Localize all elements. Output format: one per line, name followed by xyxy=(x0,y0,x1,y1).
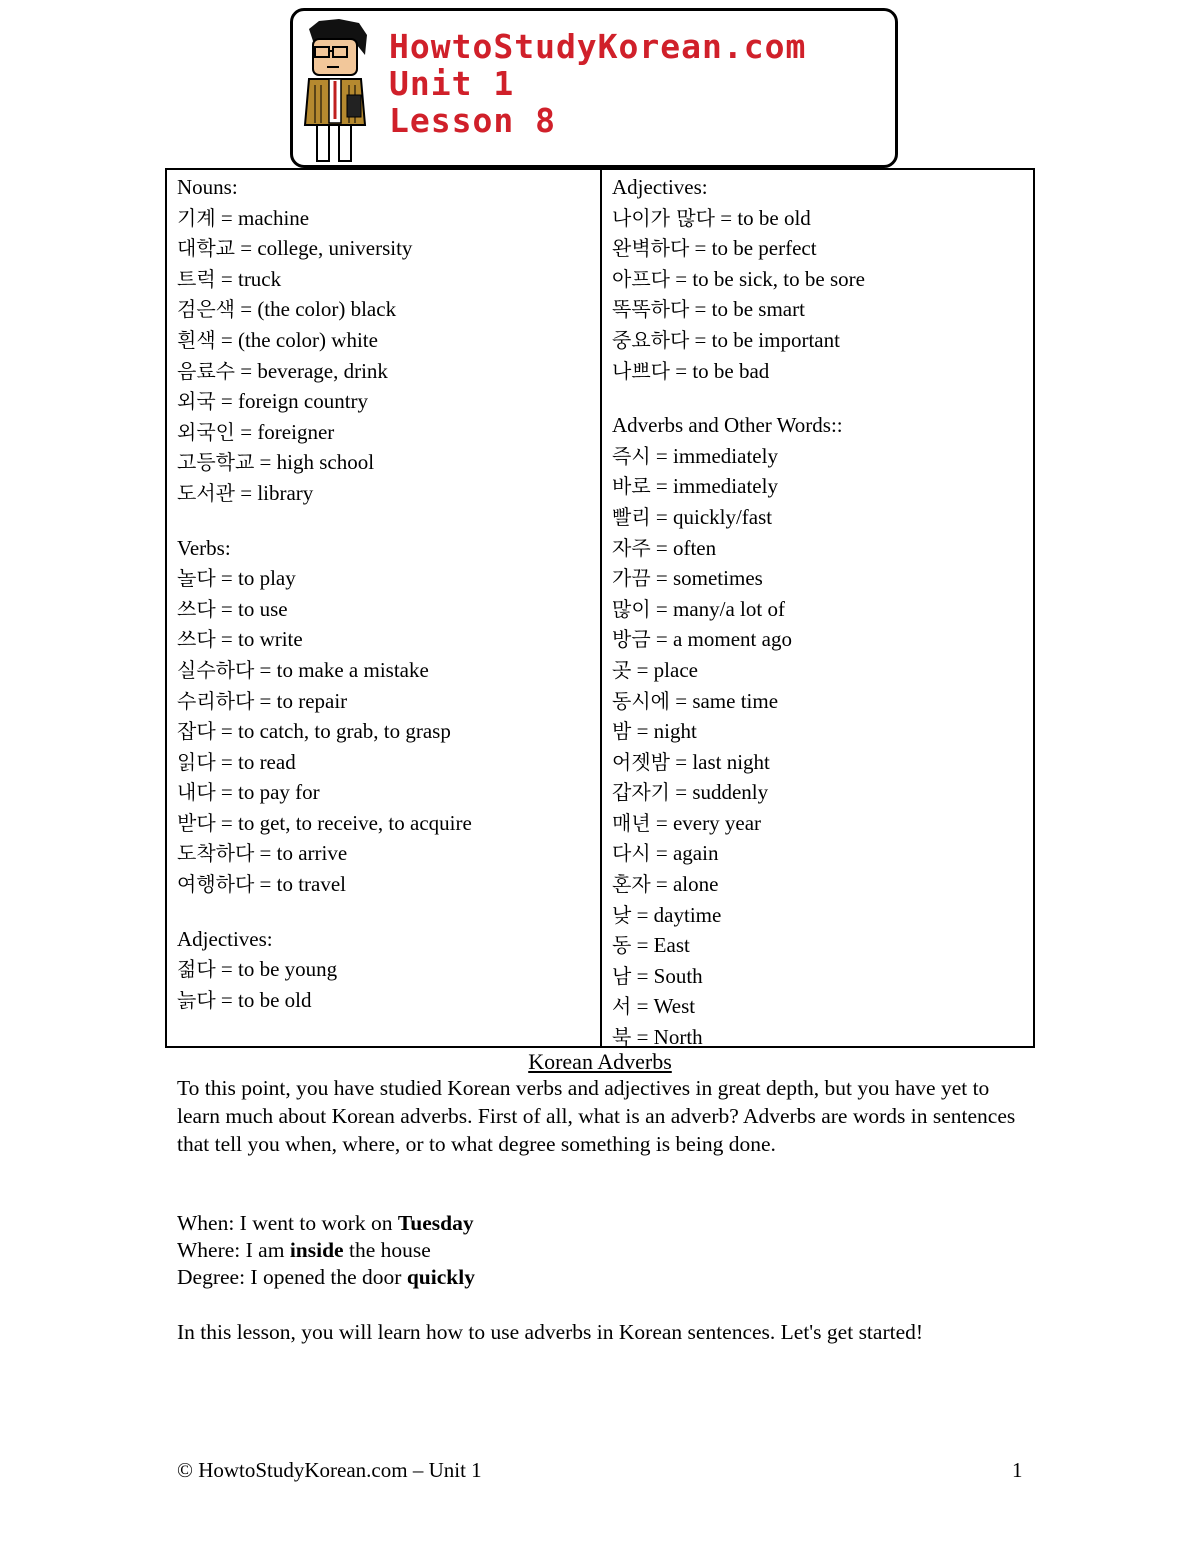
korean-word: 늙다 xyxy=(177,987,216,1012)
english-meaning: to travel xyxy=(276,872,347,897)
vocab-item: 도서관 = library xyxy=(177,480,314,505)
korean-word: 고등학교 xyxy=(177,450,255,475)
korean-word: 북 xyxy=(612,1025,632,1050)
nouns-list xyxy=(177,203,592,509)
korean-word: 수리하다 xyxy=(177,688,255,713)
english-meaning: machine xyxy=(237,205,310,230)
korean-word: 어젯밤 xyxy=(612,749,670,774)
english-meaning: to be sick, to be sore xyxy=(692,266,865,291)
korean-word: 곳 xyxy=(612,657,632,682)
korean-word: 내다 xyxy=(177,780,216,805)
vocab-item: 외국인 = foreigner xyxy=(177,419,335,444)
english-meaning: (the color) white xyxy=(237,327,378,352)
vocab-item: 고등학교 = high school xyxy=(177,450,375,475)
english-meaning: place xyxy=(653,657,698,682)
vocab-item: 여행하다 = to travel xyxy=(177,872,347,897)
vocab-item: 대학교 = college, university xyxy=(177,236,413,261)
korean-word: 즉시 xyxy=(612,443,651,468)
english-meaning: West xyxy=(653,994,696,1019)
english-meaning: quickly/fast xyxy=(672,504,773,529)
korean-word: 나이가 많다 xyxy=(612,205,715,230)
korean-word: 동 xyxy=(612,933,632,958)
adjectives-heading: Adjectives: xyxy=(177,926,273,951)
vocab-item: 기계 = machine xyxy=(177,205,310,230)
vocab-item: 늙다 = to be old xyxy=(177,987,312,1012)
english-meaning: (the color) black xyxy=(257,297,397,322)
korean-word: 완벽하다 xyxy=(612,236,690,261)
english-meaning: foreigner xyxy=(257,419,335,444)
korean-word: 잡다 xyxy=(177,719,216,744)
adjectives-heading-right: Adjectives: xyxy=(612,175,708,199)
korean-word: 읽다 xyxy=(177,749,216,774)
column-divider xyxy=(600,170,602,1046)
closing-paragraph: In this lesson, you will learn how to use adverbs in Korean sentences. Let's get started! xyxy=(177,1320,924,1344)
english-meaning: South xyxy=(653,963,703,988)
vocab-item: 쓰다 = to write xyxy=(177,627,303,652)
vocab-item: 곳 = place xyxy=(612,657,698,682)
adverbs-heading: Adverbs and Other Words:: xyxy=(612,413,843,438)
korean-word: 놀다 xyxy=(177,566,216,591)
vocab-item: 쓰다 = to use xyxy=(177,596,288,621)
korean-word: 도서관 xyxy=(177,480,235,505)
korean-word: 아프다 xyxy=(612,266,670,291)
english-meaning: to use xyxy=(237,596,288,621)
korean-word: 다시 xyxy=(612,841,651,866)
vocab-item: 나이가 많다 = to be old xyxy=(612,205,811,230)
example-degree-keyword: quickly xyxy=(406,1265,475,1289)
english-meaning: library xyxy=(257,480,314,505)
korean-word: 갑자기 xyxy=(612,780,670,805)
english-meaning: to pay for xyxy=(237,780,320,805)
footer-copyright: © HowtoStudyKorean.com – Unit 1 xyxy=(177,1458,482,1482)
vocab-item: 많이 = many/a lot of xyxy=(612,596,785,621)
vocab-item: 흰색 = (the color) white xyxy=(177,327,378,352)
example-when-keyword: Tuesday xyxy=(397,1211,474,1235)
english-meaning: to be perfect xyxy=(711,236,817,261)
korean-word: 바로 xyxy=(612,474,651,499)
korean-word: 여행하다 xyxy=(177,872,255,897)
english-meaning: to be young xyxy=(237,957,338,982)
english-meaning: foreign country xyxy=(237,389,369,414)
english-meaning: many/a lot of xyxy=(672,596,785,621)
vocab-item: 받다 = to get, to receive, to acquire xyxy=(177,810,472,835)
english-meaning: to write xyxy=(237,627,303,652)
example-where-keyword: inside xyxy=(289,1238,344,1262)
korean-word: 자주 xyxy=(612,535,651,560)
site-title: HowtoStudyKorean.com xyxy=(389,27,807,66)
vocab-item: 남 = South xyxy=(612,963,703,988)
vocab-item: 읽다 = to read xyxy=(177,749,296,774)
vocab-item: 중요하다 = to be important xyxy=(612,327,840,352)
korean-word: 동시에 xyxy=(612,688,670,713)
english-meaning: to read xyxy=(237,749,296,774)
english-meaning: immediately xyxy=(672,474,778,499)
vocab-item: 잡다 = to catch, to grab, to grasp xyxy=(177,719,451,744)
korean-word: 외국 xyxy=(177,389,216,414)
english-meaning: often xyxy=(672,535,717,560)
korean-word: 똑똑하다 xyxy=(612,297,690,322)
korean-word: 기계 xyxy=(177,205,216,230)
korean-word: 대학교 xyxy=(177,236,235,261)
english-meaning: a moment ago xyxy=(672,627,792,652)
korean-word: 가끔 xyxy=(612,566,651,591)
korean-word: 매년 xyxy=(612,810,651,835)
vocab-item: 북 = North xyxy=(612,1025,703,1050)
english-meaning: to arrive xyxy=(276,841,348,866)
vocab-item: 동시에 = same time xyxy=(612,688,779,713)
english-meaning: alone xyxy=(672,872,719,897)
english-meaning: sometimes xyxy=(672,566,763,591)
vocab-item: 갑자기 = suddenly xyxy=(612,780,769,805)
adjectives-list xyxy=(177,954,592,1015)
korean-word: 실수하다 xyxy=(177,657,255,682)
page-number: 1 xyxy=(1012,1458,1023,1482)
korean-word: 음료수 xyxy=(177,358,235,383)
english-meaning: to be smart xyxy=(711,297,805,322)
vocab-item: 실수하다 = to make a mistake xyxy=(177,657,429,682)
english-meaning: to be bad xyxy=(692,358,770,383)
adverbs-list xyxy=(612,441,1027,1053)
vocabulary-table xyxy=(165,168,1035,1048)
vocab-item: 서 = West xyxy=(612,994,696,1019)
english-meaning: to be old xyxy=(737,205,811,230)
vocab-item: 놀다 = to play xyxy=(177,566,296,591)
english-meaning: to get, to receive, to acquire xyxy=(237,810,472,835)
vocab-item: 트럭 = truck xyxy=(177,266,282,291)
english-meaning: to make a mistake xyxy=(276,657,429,682)
english-meaning: truck xyxy=(237,266,282,291)
vocab-item: 검은색 = (the color) black xyxy=(177,297,397,322)
unit-title: Unit 1 xyxy=(389,64,515,103)
korean-word: 중요하다 xyxy=(612,327,690,352)
vocab-item: 아프다 = to be sick, to be sore xyxy=(612,266,865,291)
korean-word: 쓰다 xyxy=(177,596,216,621)
verbs-list xyxy=(177,563,592,900)
lesson-title: Lesson 8 xyxy=(389,101,556,140)
korean-word: 도착하다 xyxy=(177,841,255,866)
korean-word: 받다 xyxy=(177,810,216,835)
english-meaning: last night xyxy=(692,749,770,774)
vocab-item: 방금 = a moment ago xyxy=(612,627,792,652)
korean-word: 밤 xyxy=(612,719,632,744)
english-meaning: immediately xyxy=(672,443,778,468)
adjectives-list-right xyxy=(612,203,1027,387)
verbs-heading: Verbs: xyxy=(177,535,231,560)
vocab-item: 자주 = often xyxy=(612,535,717,560)
vocab-item: 다시 = again xyxy=(612,841,719,866)
english-meaning: suddenly xyxy=(692,780,769,805)
nouns-heading: Nouns: xyxy=(177,175,238,199)
section-title: Korean Adverbs xyxy=(528,1049,672,1074)
english-meaning: to catch, to grab, to grasp xyxy=(237,719,451,744)
english-meaning: night xyxy=(653,719,697,744)
vocab-item: 빨리 = quickly/fast xyxy=(612,504,773,529)
example-where: Where: I am inside the house xyxy=(177,1238,431,1262)
korean-word: 나쁘다 xyxy=(612,358,670,383)
english-meaning: North xyxy=(653,1025,703,1050)
vocab-item: 완벽하다 = to be perfect xyxy=(612,236,817,261)
vocab-item: 수리하다 = to repair xyxy=(177,688,348,713)
korean-word: 혼자 xyxy=(612,872,651,897)
vocab-item: 매년 = every year xyxy=(612,810,762,835)
vocab-item: 외국 = foreign country xyxy=(177,389,369,414)
korean-word: 남 xyxy=(612,963,632,988)
korean-word: 많이 xyxy=(612,596,651,621)
vocab-item: 똑똑하다 = to be smart xyxy=(612,297,805,322)
korean-word: 검은색 xyxy=(177,297,235,322)
intro-paragraph: To this point, you have studied Korean verbs and adjectives in great depth, but you have yet to learn much about Korean adverbs. First of all, what is an adverb? Adverbs are words in sentences that tell you when, where, or to what degree something is being done. xyxy=(177,1076,1016,1156)
korean-word: 쓰다 xyxy=(177,627,216,652)
english-meaning: beverage, drink xyxy=(257,358,388,383)
vocab-item: 어젯밤 = last night xyxy=(612,749,770,774)
vocab-item: 음료수 = beverage, drink xyxy=(177,358,388,383)
korean-word: 외국인 xyxy=(177,419,235,444)
vocab-item: 동 = East xyxy=(612,933,690,958)
vocab-item: 도착하다 = to arrive xyxy=(177,841,348,866)
vocab-item: 혼자 = alone xyxy=(612,872,719,897)
english-meaning: daytime xyxy=(653,902,722,927)
english-meaning: to repair xyxy=(276,688,348,713)
example-degree: Degree: I opened the door quickly xyxy=(177,1265,475,1289)
vocab-right-column xyxy=(612,172,1027,1053)
korean-word: 방금 xyxy=(612,627,651,652)
english-meaning: to be old xyxy=(237,987,312,1012)
vocab-item: 가끔 = sometimes xyxy=(612,566,763,591)
korean-word: 빨리 xyxy=(612,504,651,529)
english-meaning: college, university xyxy=(257,236,413,261)
english-meaning: every year xyxy=(672,810,762,835)
english-meaning: high school xyxy=(276,450,375,475)
vocab-item: 나쁘다 = to be bad xyxy=(612,358,770,383)
korean-word: 서 xyxy=(612,994,632,1019)
header-banner xyxy=(290,8,898,168)
english-meaning: to be important xyxy=(711,327,840,352)
vocab-item: 즉시 = immediately xyxy=(612,443,778,468)
mascot-illustration xyxy=(299,15,371,165)
english-meaning: same time xyxy=(692,688,779,713)
korean-word: 트럭 xyxy=(177,266,216,291)
example-when: When: I went to work on Tuesday xyxy=(177,1211,474,1235)
vocab-item: 밤 = night xyxy=(612,719,697,744)
vocab-item: 낮 = daytime xyxy=(612,902,722,927)
english-meaning: to play xyxy=(237,566,296,591)
korean-word: 낮 xyxy=(612,902,632,927)
english-meaning: again xyxy=(672,841,719,866)
korean-word: 젊다 xyxy=(177,957,216,982)
vocab-left-column xyxy=(177,172,592,1015)
english-meaning: East xyxy=(653,933,690,958)
vocab-item: 바로 = immediately xyxy=(612,474,778,499)
korean-word: 흰색 xyxy=(177,327,216,352)
vocab-item: 젊다 = to be young xyxy=(177,957,338,982)
vocab-item: 내다 = to pay for xyxy=(177,780,320,805)
